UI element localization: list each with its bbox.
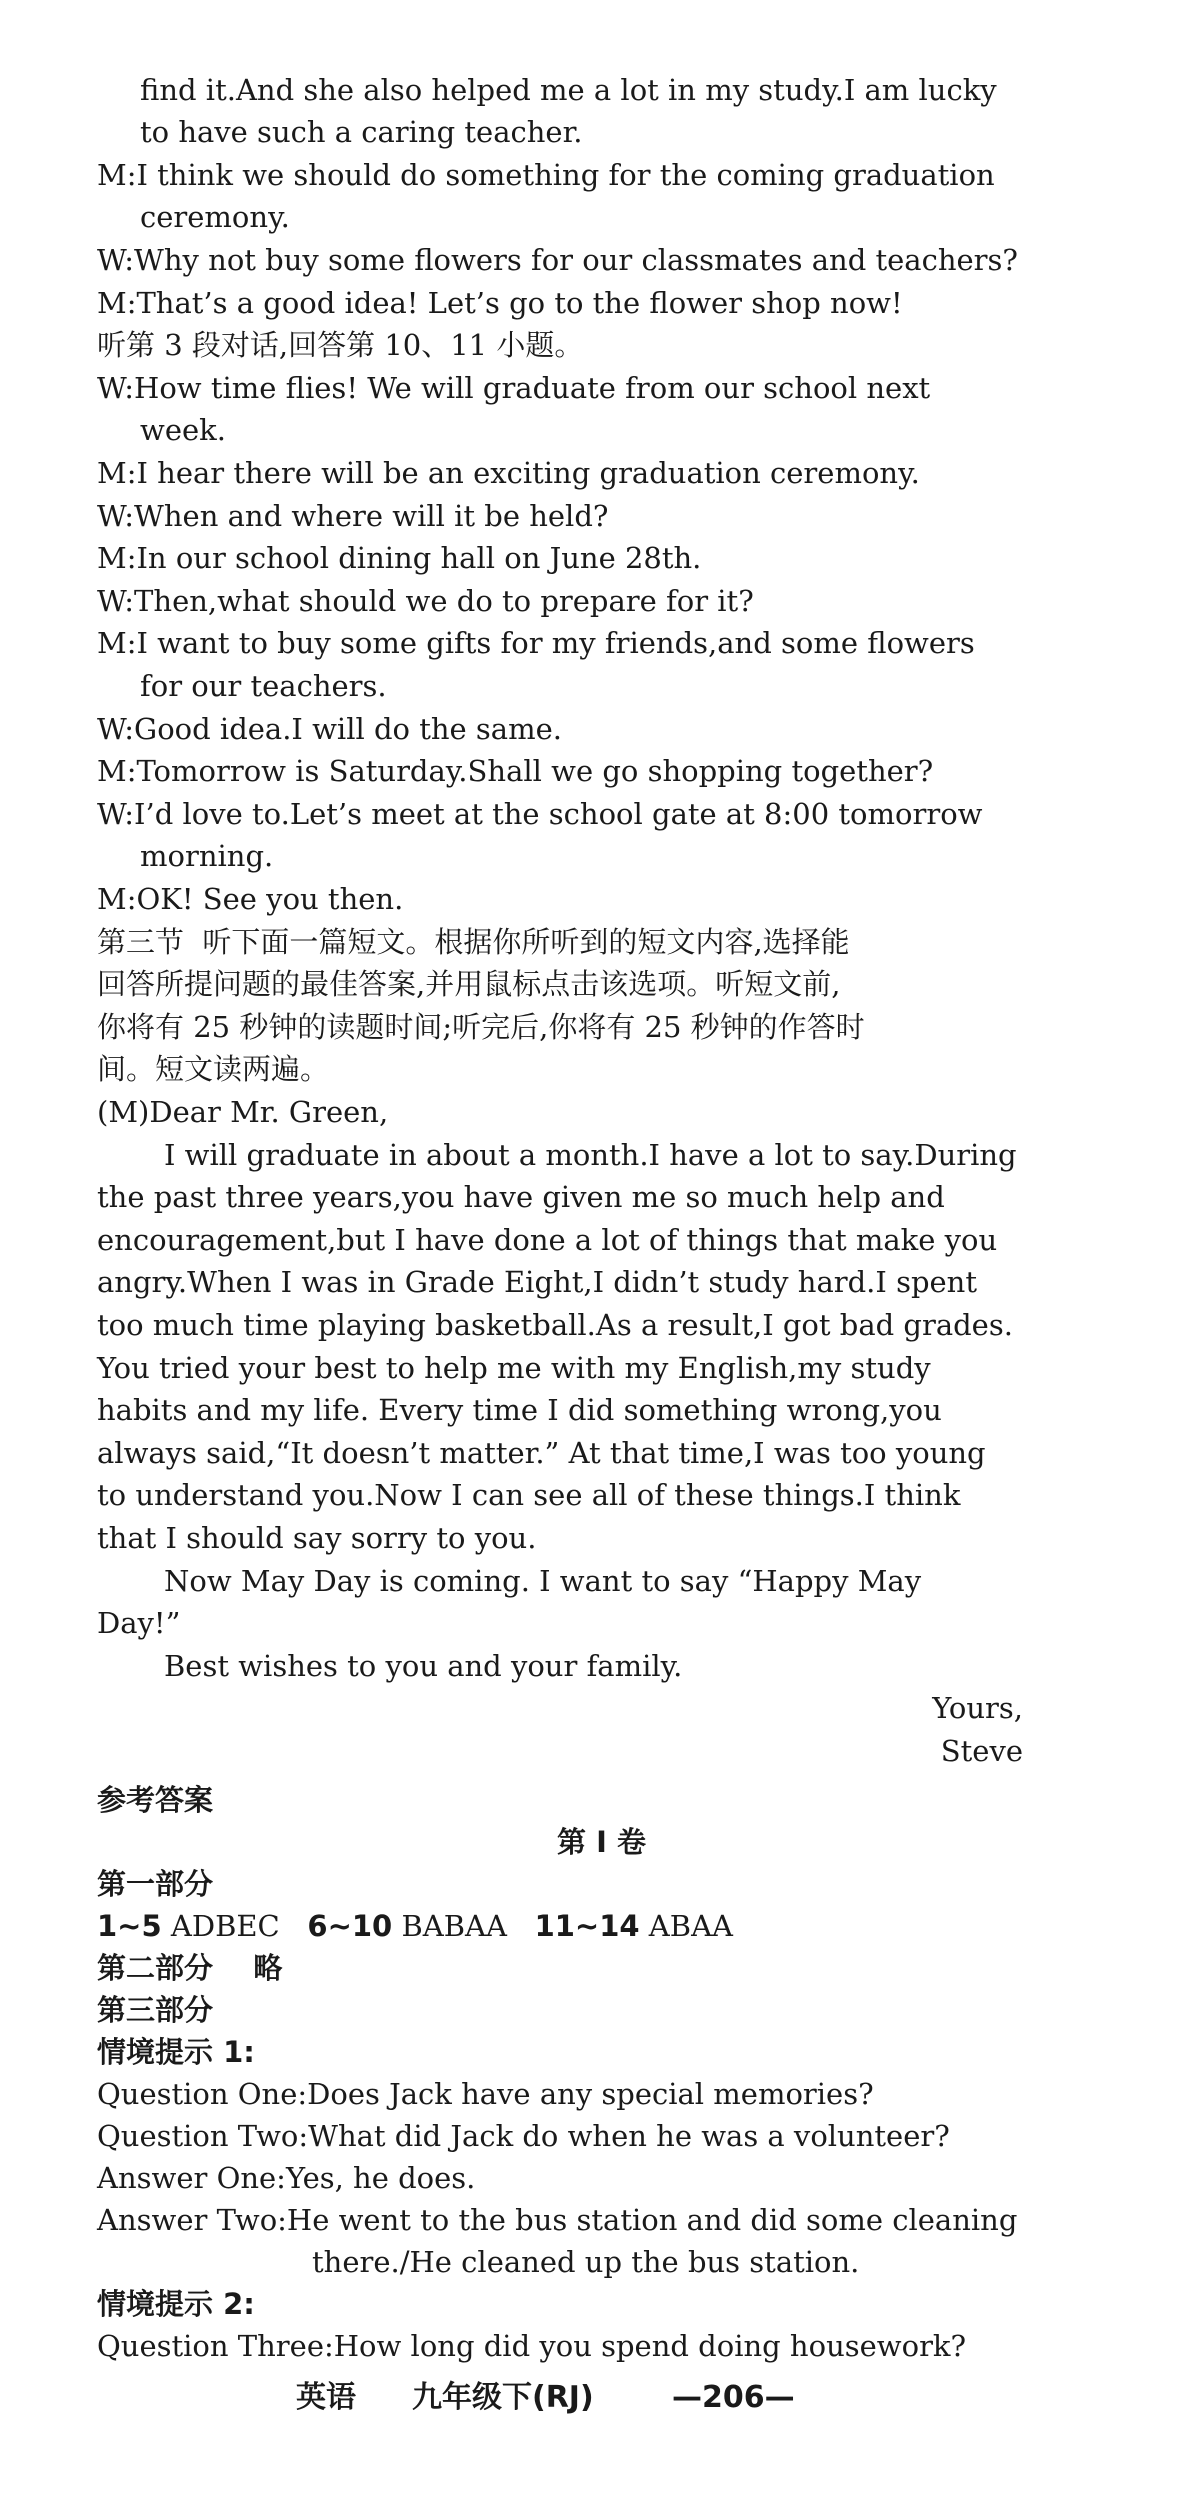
letter-line: always said,“It doesn’t matter.” At that time,I was too young xyxy=(97,1436,986,1470)
dialogue-line: W:Then,what should we do to prepare for it? xyxy=(97,584,754,618)
answer-row xyxy=(97,1906,733,1946)
dialogue-line: W:I’d love to.Let’s meet at the school gate at 8:00 tomorrow xyxy=(97,797,983,831)
letter-line: the past three years,you have given me so much help and xyxy=(97,1180,945,1214)
answer-key-heading: 参考答案 xyxy=(97,1783,214,1817)
answer-line: Answer Two:He went to the bus station and did some cleaning xyxy=(97,2203,1018,2237)
dialogue-line: W:How time flies! We will graduate from our school next xyxy=(97,371,931,405)
section-instruction: 间。短文读两遍。 xyxy=(97,1052,330,1086)
letter-line: that I should say sorry to you. xyxy=(97,1521,537,1555)
answer-values: BABAA xyxy=(392,1909,535,1943)
scenario-heading: 情境提示 2: xyxy=(97,2287,255,2321)
dialogue-line: M:I want to buy some gifts for my friends,and some flowers xyxy=(97,626,975,660)
text-line: for our teachers. xyxy=(140,669,387,703)
section-instruction: 第三节 听下面一篇短文。根据你所听到的短文内容,选择能 xyxy=(97,925,850,959)
dialogue-line: M:Tomorrow is Saturday.Shall we go shopping together? xyxy=(97,754,934,788)
text-line: week. xyxy=(140,413,226,447)
answer-line: Answer One:Yes, he does. xyxy=(97,2161,476,2195)
letter-line: I will graduate in about a month.I have a lot to say.During xyxy=(164,1138,1017,1172)
dialogue-line: M:I think we should do something for the coming graduation xyxy=(97,158,995,192)
part-heading: 第三部分 xyxy=(97,1993,214,2027)
part-heading: 第一部分 xyxy=(97,1867,214,1901)
answer-range: 6~10 xyxy=(307,1909,393,1943)
footer-subject: 英语 xyxy=(296,2380,356,2415)
scenario-heading: 情境提示 1: xyxy=(97,2035,255,2069)
letter-line: You tried your best to help me with my English,my study xyxy=(97,1351,931,1385)
letter-signoff: Yours, xyxy=(932,1691,1023,1725)
letter-line: Now May Day is coming. I want to say “Happy May xyxy=(164,1564,922,1598)
text-line: morning. xyxy=(140,839,274,873)
answer-range: 11~14 xyxy=(534,1909,640,1943)
dialogue-line: M:OK! See you then. xyxy=(97,882,404,916)
letter-salutation: (M)Dear Mr. Green, xyxy=(97,1095,389,1129)
letter-line: too much time playing basketball.As a result,I got bad grades. xyxy=(97,1308,1013,1342)
letter-line: Day!” xyxy=(97,1606,181,1640)
answer-range: 1~5 xyxy=(97,1909,162,1943)
text-line: find it.And she also helped me a lot in my study.I am lucky xyxy=(140,73,997,107)
letter-signature: Steve xyxy=(940,1734,1023,1768)
letter-line: angry.When I was in Grade Eight,I didn’t study hard.I spent xyxy=(97,1265,978,1299)
answer-values: ABAA xyxy=(639,1909,733,1943)
question-line: Question Three:How long did you spend doing housework? xyxy=(97,2329,967,2363)
letter-closing: Best wishes to you and your family. xyxy=(164,1649,683,1683)
answer-values: ADBEC xyxy=(161,1909,308,1943)
section-instruction: 回答所提问题的最佳答案,并用鼠标点击该选项。听短文前, xyxy=(97,967,841,1001)
page-number: —206— xyxy=(672,2380,795,2415)
letter-line: encouragement,but I have done a lot of things that make you xyxy=(97,1223,998,1257)
volume-heading: 第 I 卷 xyxy=(557,1825,646,1859)
section-instruction: 你将有 25 秒钟的读题时间;听完后,你将有 25 秒钟的作答时 xyxy=(97,1010,865,1044)
question-line: Question Two:What did Jack do when he was a volunteer? xyxy=(97,2119,950,2153)
dialogue-line: M:That’s a good idea! Let’s go to the flower shop now! xyxy=(97,286,903,320)
dialogue-line: W:When and where will it be held? xyxy=(97,499,609,533)
section-instruction: 听第 3 段对话,回答第 10、11 小题。 xyxy=(97,328,584,362)
dialogue-line: M:I hear there will be an exciting graduation ceremony. xyxy=(97,456,920,490)
text-line: ceremony. xyxy=(140,200,290,234)
letter-line: to understand you.Now I can see all of these things.I think xyxy=(97,1478,961,1512)
question-line: Question One:Does Jack have any special memories? xyxy=(97,2077,874,2111)
footer-grade: 九年级下(RJ) xyxy=(412,2380,594,2415)
dialogue-line: W:Why not buy some flowers for our classmates and teachers? xyxy=(97,243,1018,277)
answer-line: there./He cleaned up the bus station. xyxy=(312,2245,860,2279)
dialogue-line: M:In our school dining hall on June 28th. xyxy=(97,541,702,575)
dialogue-line: W:Good idea.I will do the same. xyxy=(97,712,562,746)
text-line: to have such a caring teacher. xyxy=(140,115,583,149)
part-heading: 第二部分 略 xyxy=(97,1951,283,1985)
letter-line: habits and my life. Every time I did something wrong,you xyxy=(97,1393,942,1427)
